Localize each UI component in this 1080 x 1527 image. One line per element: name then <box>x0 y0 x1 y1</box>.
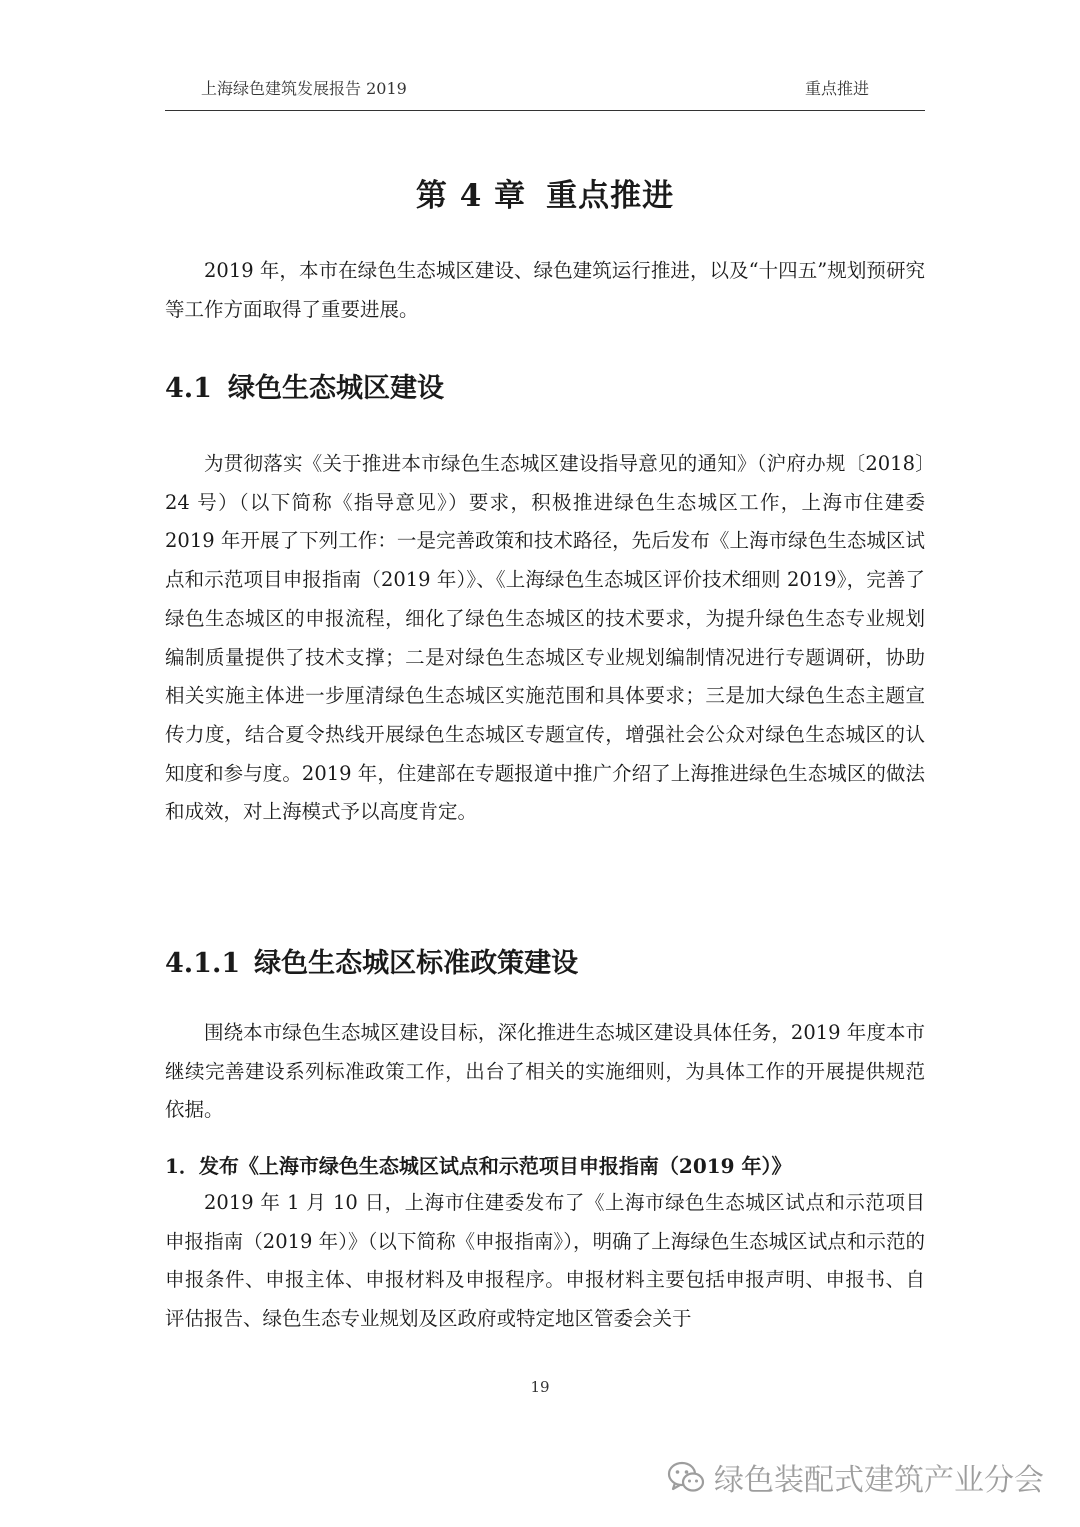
section-heading-4-1 <box>165 366 925 405</box>
watermark <box>666 1452 1044 1502</box>
chapter-number: 第 4 章 <box>415 178 527 214</box>
watermark-text: 绿色装配式建筑产业分会 <box>714 1463 1044 1498</box>
subsection-number: 4.1.1 <box>165 948 241 979</box>
section-heading-4-1-1 <box>165 941 925 980</box>
section-number: 4.1 <box>165 373 212 404</box>
section-4-1-body: 为贯彻落实《关于推进本市绿色生态城区建设指导意见的通知》（沪府办规〔2018〕24 号）（以下简称《指导意见》）要求，积极推进绿色生态城区工作，上海市住建委 2019 年开展了下列工作：一是完善政策和技术路径，先后发布《上海市绿色生态城区试点和示范项目申报指南（2019 年）》、《上海绿色生态城区评价技术细则 2019》，完善了绿色生态城区的申报流程，细化了绿色生态城区的技术要求，为提升绿色生态专业规划编制质量提供了技术支撑；二是对绿色生态城区专业规划编制情况进行专题调研，协助相关实施主体进一步厘清绿色生态城区实施范围和具体要求；三是加大绿色生态主题宣传力度，结合夏令热线开展绿色生态城区专题宣传，增强社会公众对绿色生态城区的认知度和参与度。2019 年，住建部在专题报道中推广介绍了上海推进绿色生态城区的做法和成效，对上海模式予以高度肯定。 <box>165 452 925 824</box>
section-title: 绿色生态城区建设 <box>227 373 444 404</box>
wechat-icon <box>666 1457 706 1497</box>
chapter-title <box>165 170 925 215</box>
item-heading-1: 1．发布《上海市绿色生态城区试点和示范项目申报指南（2019 年）》 <box>165 1154 792 1178</box>
running-header <box>165 76 925 102</box>
header-section-name: 重点推进 <box>804 79 869 98</box>
section-4-1-1-body: 围绕本市绿色生态城区建设目标，深化推进生态城区建设具体任务，2019 年度本市继续完善建设系列标准政策工作，出台了相关的实施细则，为具体工作的开展提供规范依据。 <box>165 1021 925 1122</box>
page-number: 19 <box>530 1378 550 1396</box>
intro-paragraph: 2019 年，本市在绿色生态城区建设、绿色建筑运行推进，以及“十四五”规划预研究等工作方面取得了重要进展。 <box>165 259 925 321</box>
chapter-title-text: 重点推进 <box>546 178 675 214</box>
item-1-body: 2019 年 1 月 10 日，上海市住建委发布了《上海市绿色生态城区试点和示范项目申报指南（2019 年）》（以下简称《申报指南》），明确了上海绿色生态城区试点和示范的申报条件、申报主体、申报材料及申报程序。申报材料主要包括申报声明、申报书、自评估报告、绿色生态专业规划及区政府或特定地区管委会关于 <box>165 1191 925 1331</box>
header-report-title: 上海绿色建筑发展报告 2019 <box>201 79 407 98</box>
header-divider <box>165 110 925 111</box>
subsection-title: 绿色生态城区标准政策建设 <box>254 948 579 979</box>
